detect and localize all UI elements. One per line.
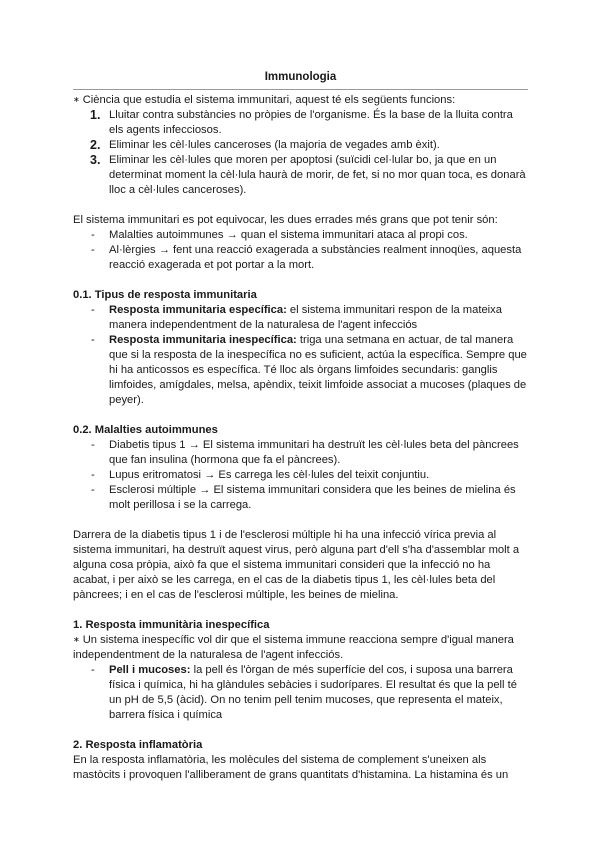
list-item: - Resposta immunitaria inespecífica: triga una setmana en actuar, de tal manera que si la resposta de la inespecífica no es suficient, actúa la específica. Sempre que hi ha anticossos es específica. Té lloc als òrgans limfoides secundaris: ganglis limfoides, amígdales, melsa, apèndix, teixit limfoide associat a mucoses (plaques de peyer). — [91, 334, 527, 406]
autoimmune-list — [73, 438, 528, 513]
list-item: - Pell i mucoses: la pell és l'òrgan de més superfície del cos, i suposa una barrera física i química, hi ha glàndules sebàcies i sudorípares. El resultat és que la pell té un pH de 5,5 (àcid). On no tenim pell tenim mucoses, que representa el mateix, barrera física i química — [91, 664, 517, 721]
errors-lead: El sistema immunitari es pot equivocar, les dues errades més grans que pot tenir són: — [73, 214, 498, 226]
nonspecific-bullet: ∗ Un sistema inespecífic vol dir que el sistema immune reacciona sempre d'igual manera independentment de la naturalesa de l'agent infecciós. — [73, 634, 514, 661]
list-item: - Esclerosi múltiple → El sistema immunitari considera que les beines de mielina és molt perillosa i se la carrega. — [91, 484, 516, 511]
response-types-list — [73, 303, 528, 408]
list-item: - Diabetis tipus 1 → El sistema immunitari ha destruït les cèl·lules beta del pàncrees que fan insulina (hormona que fa el pàncrees). — [91, 439, 519, 466]
list-item: 3. Eliminar les cèl·lules que moren per apoptosi (suïcidi cel·lular bo, ja que en un determinat moment la cèl·lula haurà de morir, de fet, si no mor quan toca, es donarà lloc a cèl·lules canceroses). — [90, 153, 526, 196]
list-item: 2. Eliminar les cèl·lules canceroses (la majoria de vegades amb èxit). — [90, 138, 440, 152]
list-item: - Lupus eritromatosi → Es carrega les cèl·lules del teixit conjuntiu. — [91, 469, 430, 481]
bullet-star-icon: ∗ — [73, 635, 80, 644]
section-heading: 0.2. Malalties autoimmunes — [73, 424, 218, 436]
title-divider — [73, 89, 528, 90]
list-item: - Malalties autoimmunes → quan el sistema immunitari ataca al propi cos. — [91, 229, 468, 241]
section-heading: 1. Resposta immunitària inespecífica — [73, 619, 270, 631]
section-heading: 0.1. Tipus de resposta immunitaria — [73, 289, 257, 301]
page-title: Immunologia — [264, 71, 337, 83]
errors-list — [73, 228, 528, 273]
barriers-list — [73, 663, 528, 723]
section-heading: 2. Resposta inflamatòria — [73, 739, 203, 751]
functions-list — [73, 108, 528, 198]
intro-bullet: ∗ Ciència que estudia el sistema immunitari, aquest té els següents funcions: — [73, 94, 456, 106]
inflammatory-paragraph: En la resposta inflamatòria, les molècules del sistema de complement s'uneixen als mastòcits i provoquen l'alliberament de grans quantitats d'histamina. La histamina és un — [73, 754, 509, 781]
autoimmune-paragraph: Darrera de la diabetis tipus 1 i de l'esclerosi múltiple hi ha una infecció vírica previa al sistema immunitari, ha destruït aquest virus, però alguna part d'ell s'ha d'assemblar molt a alguna cosa pròpia, això fa que el sistema immunitari consideri que la infecció no ha acabat, i per això se les carrega, en el cas de la diabetis tipus 1, les cèl·lules beta del pàncrees; i en el cas de l'esclerosi múltiple, les beines de mielina. — [73, 529, 520, 601]
document-page — [73, 70, 528, 783]
bullet-star-icon: ∗ — [73, 95, 80, 104]
list-item: 1. Lluitar contra substàncies no pròpies de l'organisme. És la base de la lluita contra els agents infecciosos. — [90, 108, 513, 136]
list-item: - Resposta immunitaria específica: el sistema immunitari respon de la mateixa manera independentment de la naturalesa de l'agent infecciós — [91, 304, 502, 331]
list-item: - Al·lèrgies → fent una reacció exagerada a substàncies realment innoqües, aquesta reacció exagerada et pot portar a la mort. — [91, 244, 522, 271]
